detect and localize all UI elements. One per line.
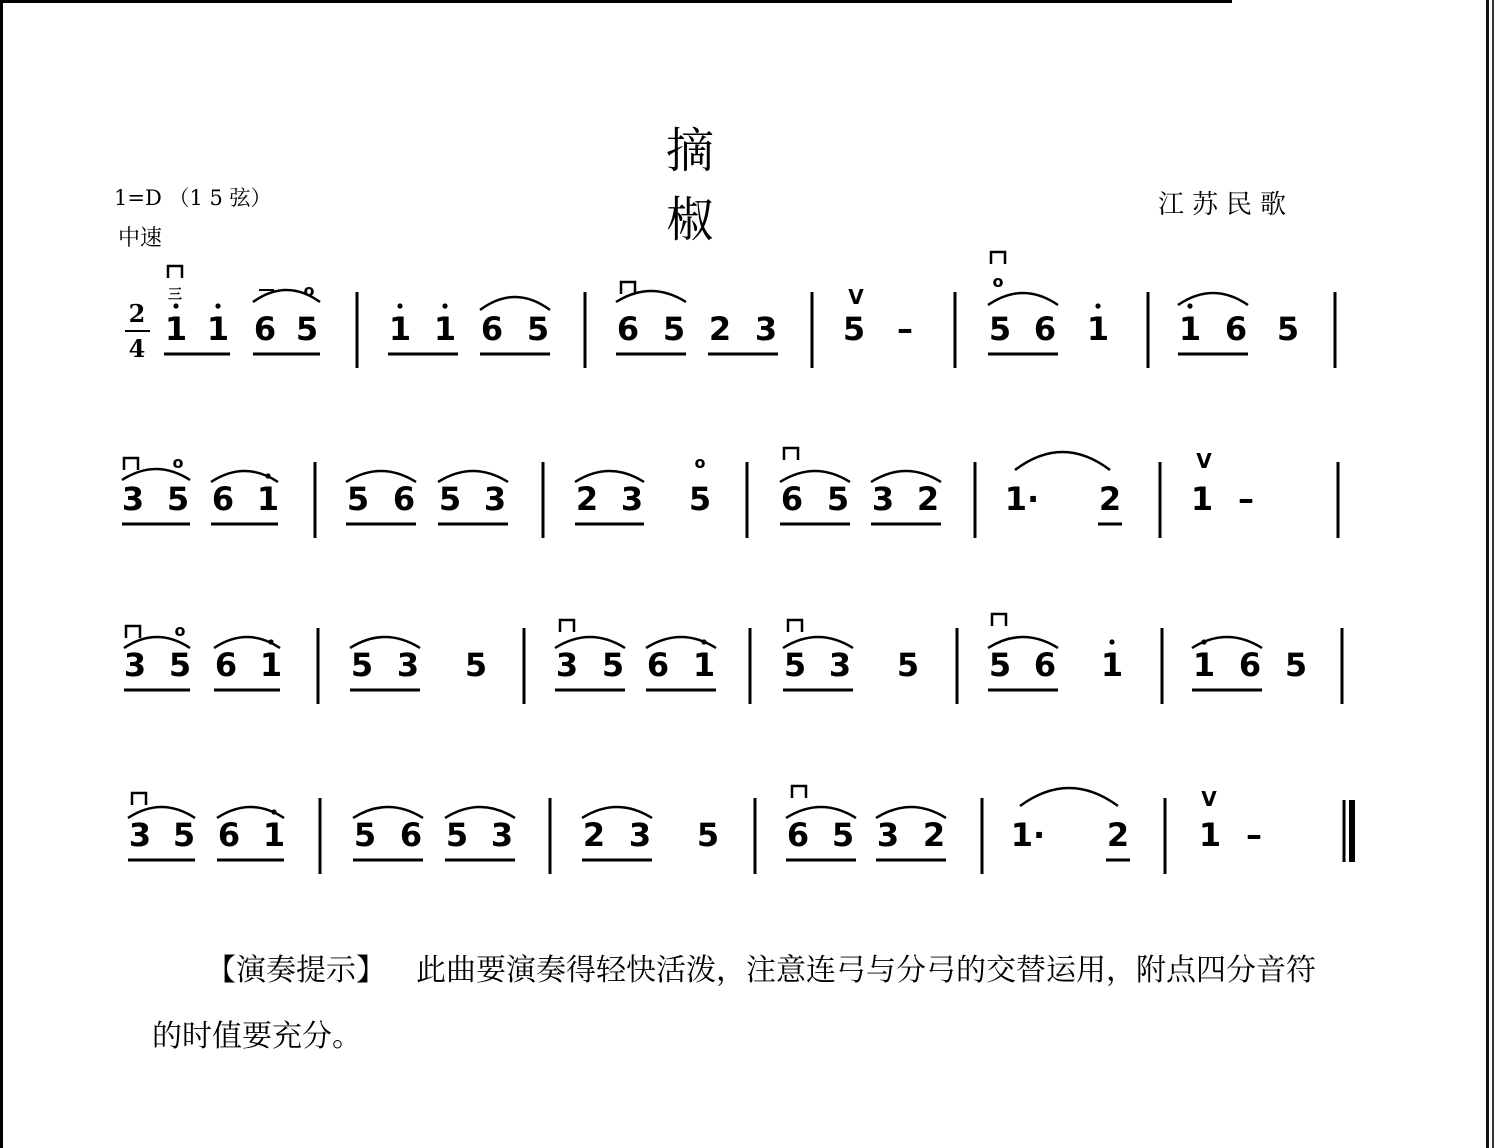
finger-three-mark: 三 — [168, 287, 182, 303]
open-string-mark: o — [303, 281, 315, 300]
composer: 江苏民歌 — [1158, 190, 1295, 220]
note: 1 — [1100, 646, 1124, 684]
note: 5 — [1276, 310, 1300, 348]
octave-dot — [1187, 303, 1192, 308]
octave-dot — [397, 303, 402, 308]
note: 1 — [206, 310, 230, 348]
down-bow-mark — [992, 614, 1006, 626]
down-bow-mark — [168, 266, 182, 278]
down-bow-mark — [132, 793, 146, 805]
note: 1 — [1192, 646, 1216, 684]
note: 5 — [826, 480, 850, 518]
slur — [988, 293, 1058, 305]
sustain-dash: – — [1246, 816, 1262, 854]
time-signature-top: 2 — [128, 299, 146, 328]
note: 1 — [1190, 480, 1214, 518]
note: 3 — [483, 480, 507, 518]
note: 3 — [628, 816, 652, 854]
note: 3 — [128, 816, 152, 854]
note: 6 — [1033, 646, 1057, 684]
note: 5 — [295, 310, 319, 348]
note: 6 — [253, 310, 277, 348]
slur — [1020, 788, 1118, 806]
note: 5 — [896, 646, 920, 684]
note: 2 — [708, 310, 732, 348]
note: 5 — [783, 646, 807, 684]
note: 3 — [121, 480, 145, 518]
note: 1 — [262, 816, 286, 854]
slur — [1015, 452, 1110, 470]
octave-dot — [1109, 639, 1114, 644]
note: 6 — [392, 480, 416, 518]
note: 5 — [172, 816, 196, 854]
note: 5 — [988, 310, 1012, 348]
note: 6 — [786, 816, 810, 854]
note: 6 — [399, 816, 423, 854]
note: 5 — [526, 310, 550, 348]
note: 5 — [696, 816, 720, 854]
note: 5 — [831, 816, 855, 854]
note: 1 — [388, 310, 412, 348]
note: 3 — [396, 646, 420, 684]
octave-dot — [442, 303, 447, 308]
note: 6 — [217, 816, 241, 854]
note: 3 — [123, 646, 147, 684]
note: 5 — [842, 310, 866, 348]
note: 2 — [1106, 816, 1130, 854]
slur — [480, 297, 550, 310]
note: 5 — [1284, 646, 1308, 684]
note: 1 — [1178, 310, 1202, 348]
note: 2 — [1098, 480, 1122, 518]
octave-dot — [173, 303, 178, 308]
note: 5 — [438, 480, 462, 518]
open-string-mark: o — [172, 453, 184, 472]
note: 6 — [1238, 646, 1262, 684]
note: 3 — [754, 310, 778, 348]
sustain-dash: – — [1238, 480, 1254, 518]
slur — [1178, 293, 1248, 305]
note: 1· — [1004, 480, 1040, 518]
note: 3 — [620, 480, 644, 518]
performance-hint — [152, 938, 1332, 1070]
note: 6 — [780, 480, 804, 518]
down-bow-mark — [124, 458, 138, 470]
note: 1 — [433, 310, 457, 348]
tempo-marking: 中速 — [118, 226, 163, 251]
open-string-mark: o — [694, 453, 706, 472]
sustain-dash: – — [897, 310, 913, 348]
note: 1 — [1198, 816, 1222, 854]
note: 5 — [988, 646, 1012, 684]
note: 5 — [168, 646, 192, 684]
down-bow-mark — [621, 282, 635, 294]
note: 5 — [346, 480, 370, 518]
performance-hint-label: 【演奏提示】 — [206, 953, 386, 988]
note: 5 — [166, 480, 190, 518]
note: 1 — [256, 480, 280, 518]
note: 6 — [646, 646, 670, 684]
note: 1 — [692, 646, 716, 684]
note: 2 — [916, 480, 940, 518]
note: 2 — [922, 816, 946, 854]
note: 5 — [688, 480, 712, 518]
open-string-mark: o — [174, 621, 186, 640]
up-bow-mark: V — [848, 285, 864, 309]
song-title: 摘 椒 — [665, 123, 883, 248]
note: 6 — [214, 646, 238, 684]
slur — [616, 291, 686, 302]
note: 1 — [259, 646, 283, 684]
note: 3 — [828, 646, 852, 684]
down-bow-mark — [784, 448, 798, 460]
note: 5 — [464, 646, 488, 684]
octave-dot — [215, 303, 220, 308]
note: 5 — [350, 646, 374, 684]
note: 1 — [1086, 310, 1110, 348]
note: 2 — [575, 480, 599, 518]
down-bow-mark — [991, 252, 1005, 264]
note: 6 — [211, 480, 235, 518]
up-bow-mark: V — [1201, 787, 1217, 811]
note: 6 — [1224, 310, 1248, 348]
note: 2 — [582, 816, 606, 854]
note: 5 — [601, 646, 625, 684]
octave-dot — [1095, 303, 1100, 308]
note: 5 — [445, 816, 469, 854]
note: 5 — [353, 816, 377, 854]
open-string-mark: o — [992, 272, 1004, 291]
performance-hint-text: 此曲要演奏得轻快活泼，注意连弓与分弓的交替运用，附点四分音符的时值要充分。 — [152, 953, 1316, 1054]
down-bow-mark — [126, 626, 140, 638]
note: 3 — [876, 816, 900, 854]
up-bow-mark: V — [1196, 449, 1212, 473]
down-bow-mark — [560, 620, 574, 632]
down-bow-mark — [788, 620, 802, 632]
time-signature-bottom: 4 — [128, 334, 146, 363]
note: 3 — [871, 480, 895, 518]
key-signature: 1=D （1 5 弦） — [114, 186, 272, 210]
note: 5 — [662, 310, 686, 348]
note: 6 — [616, 310, 640, 348]
note: 1· — [1010, 816, 1046, 854]
down-bow-mark — [792, 786, 806, 798]
note: 3 — [490, 816, 514, 854]
note: 1 — [164, 310, 188, 348]
note: 3 — [555, 646, 579, 684]
note: 6 — [480, 310, 504, 348]
note: 6 — [1033, 310, 1057, 348]
